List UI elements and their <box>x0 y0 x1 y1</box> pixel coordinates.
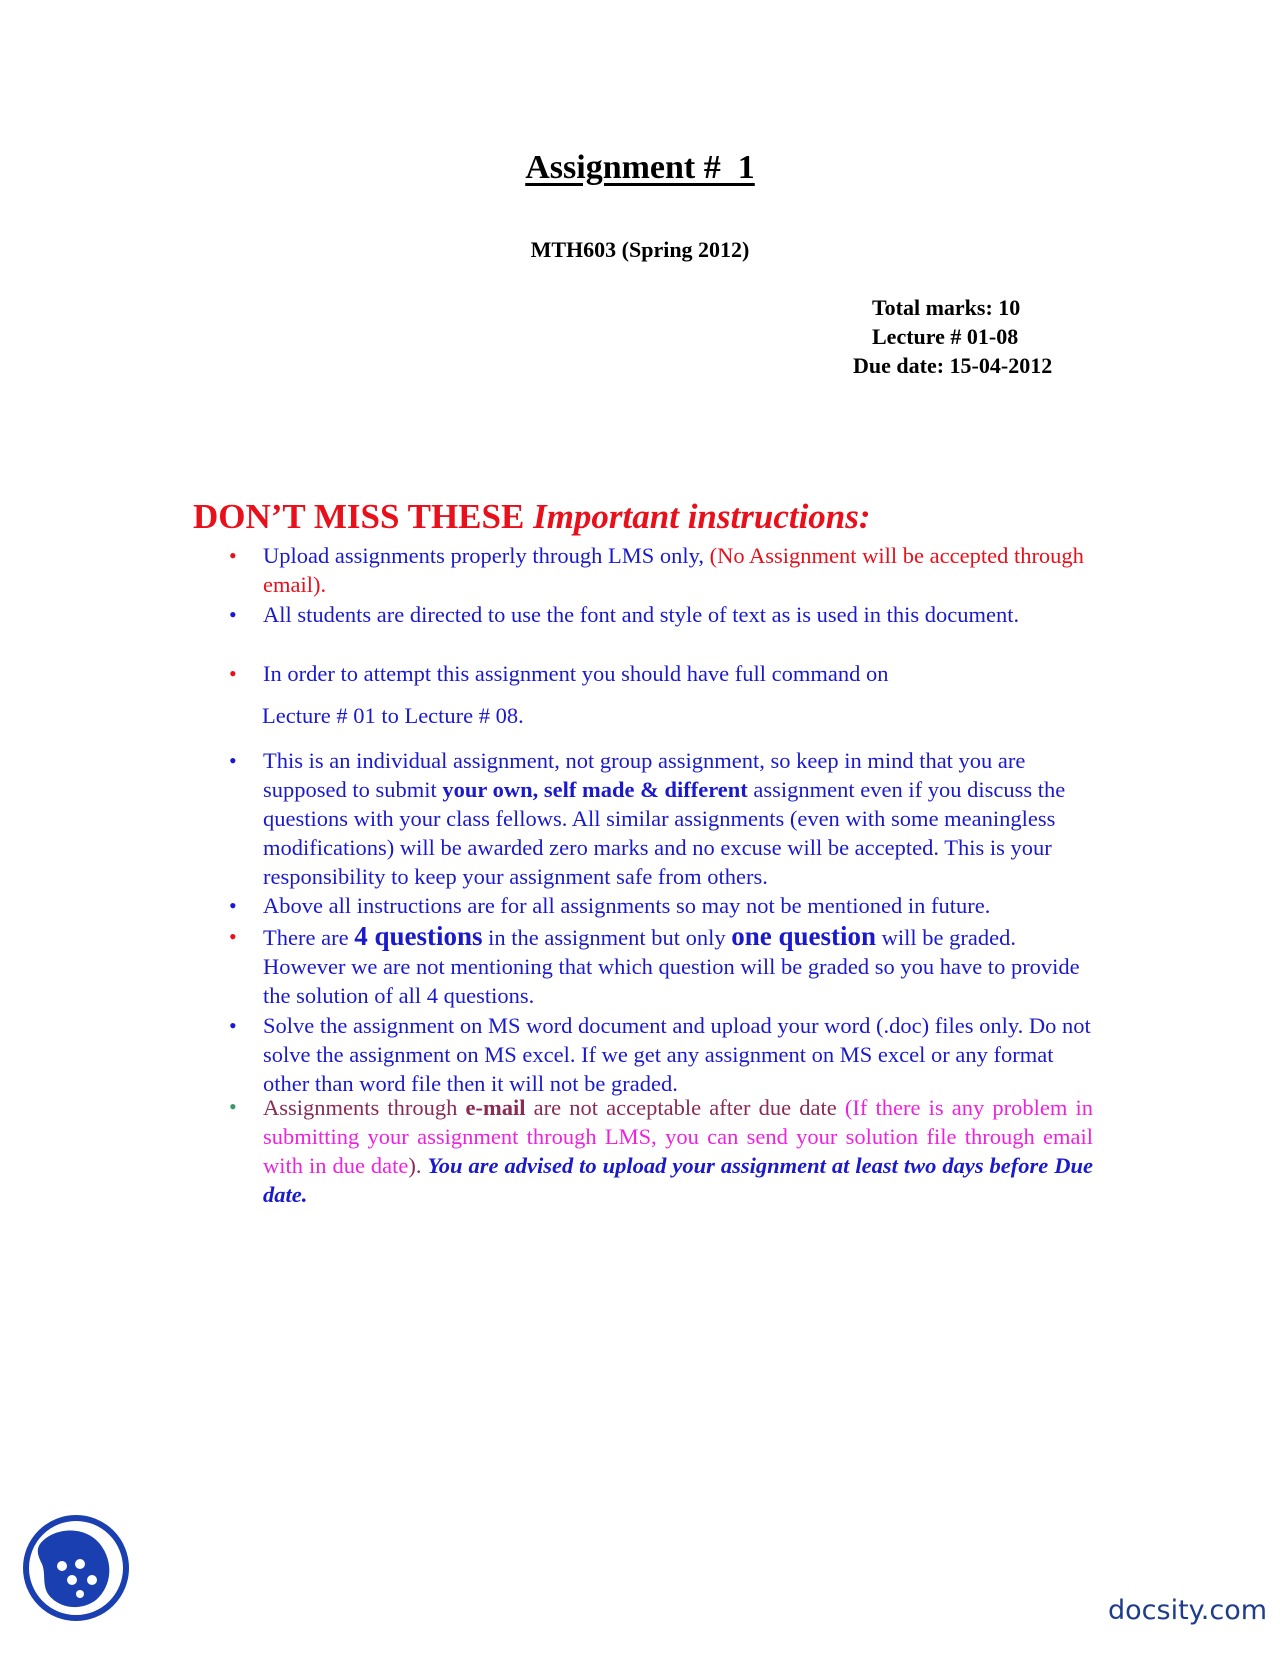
instruction-note: (If there is any problem in submitting your assignment through LMS, you can send your solution file through email with in due date <box>263 1095 1094 1178</box>
instruction-subline: Lecture # 01 to Lecture # 08. <box>262 703 524 728</box>
instruction-text: are not acceptable after due date <box>525 1095 845 1120</box>
instruction-text: Solve the assignment on MS word document and upload your word (.doc) files only. Do not solve the assignment on MS excel. If we get any assignment on MS excel or any format other than word file then it will not be graded. <box>263 1013 1091 1096</box>
instruction-text: Upload assignments properly through LMS only, <box>263 543 710 568</box>
instruction-text: in the assignment but only <box>482 925 732 950</box>
bullet-icon: • <box>229 748 237 773</box>
instruction-item-1 <box>229 541 1093 600</box>
heading-italic: Important instructions: <box>533 497 871 536</box>
total-marks: Total marks: 10 <box>872 295 1021 320</box>
instruction-item-6 <box>229 921 1093 1011</box>
assignment-title: Assignment # 1 <box>525 149 755 186</box>
course-code: MTH603 (Spring 2012) <box>530 237 750 262</box>
heading-normal: DON’T MISS THESE <box>193 497 534 536</box>
email-emphasis: e-mail <box>465 1095 526 1120</box>
bullet-icon: • <box>229 924 237 949</box>
instructions-heading <box>193 496 871 538</box>
bullet-icon: • <box>229 1094 237 1119</box>
bullet-icon: • <box>229 661 237 686</box>
instruction-text: assignment even if you discuss the questions with your class fellows. All similar assignments (even with some meaningless modifications) will be awarded zero marks and no excuse will be accepted. This is your responsibility to keep your assignment safe from others. <box>263 777 1066 889</box>
instruction-text: Assignments through <box>263 1095 466 1120</box>
instruction-emphasis: your own, self made & different <box>442 777 748 802</box>
docsity-logo-icon <box>22 1514 130 1622</box>
instruction-text: There are <box>263 925 355 950</box>
instruction-text: All students are directed to use the font and style of text as is used in this document. <box>263 602 1020 627</box>
instruction-text: ). <box>408 1153 428 1178</box>
instruction-item-7 <box>229 1011 1093 1096</box>
instruction-note: (No Assignment will be accepted through email). <box>263 543 1084 597</box>
bullet-icon: • <box>229 893 237 918</box>
due-date: Due date: 15-04-2012 <box>853 353 1053 378</box>
graded-count: one question <box>731 921 877 951</box>
instruction-text: Above all instructions are for all assignments so may not be mentioned in future. <box>263 893 991 918</box>
instruction-item-5 <box>229 891 1093 922</box>
advice-emphasis: You are advised to upload your assignment at least two days before Due date. <box>263 1153 1094 1207</box>
instruction-item-4 <box>229 746 1093 891</box>
instructions-list <box>229 541 1094 1209</box>
instruction-item-2 <box>229 600 1093 659</box>
lecture-range: Lecture # 01-08 <box>872 324 1019 349</box>
instruction-item-8 <box>229 1092 1094 1209</box>
instruction-item-3 <box>229 659 1093 746</box>
instruction-text: This is an individual assignment, not group assignment, so keep in mind that you are supposed to submit <box>263 748 1026 802</box>
bullet-icon: • <box>229 543 237 568</box>
instruction-text: will be graded. However we are not mentioning that which question will be graded so you have to provide the solution of all 4 questions. <box>263 925 1080 1008</box>
bullet-icon: • <box>229 1013 237 1038</box>
watermark-text: docsity.com <box>1108 1595 1268 1626</box>
instruction-text: In order to attempt this assignment you should have full command on <box>263 661 889 686</box>
bullet-icon: • <box>229 602 237 627</box>
question-count: 4 questions <box>354 921 483 951</box>
